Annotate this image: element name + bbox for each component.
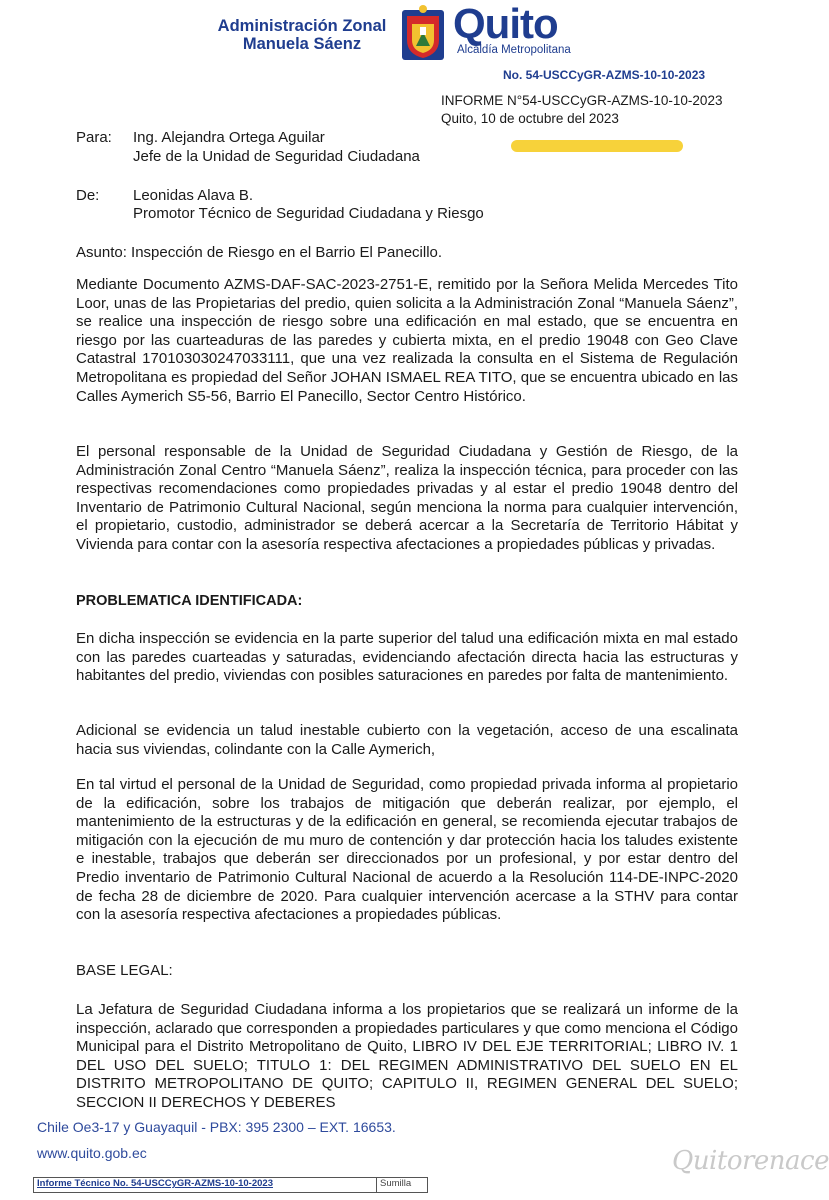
paragraph-2 (76, 443, 738, 555)
de-role: Promotor Técnico de Seguridad Ciudadana y Riesgo (133, 205, 484, 222)
informe-block (441, 92, 722, 128)
admin-title-line2: Manuela Sáenz (242, 35, 362, 53)
de-label: De: (76, 187, 100, 204)
paragraph-1 (76, 276, 738, 406)
de-name: Leonidas Alava B. (133, 187, 254, 204)
quito-coat-of-arms-icon (398, 4, 448, 62)
admin-title-line1: Administración Zonal (217, 17, 387, 35)
paragraph-2-text: El personal responsable de la Unidad de Seguridad Ciudadana y Gestión de Riesgo, de la Administración Zonal Centro “Manuela Sáenz”, realiza la inspección técnica, para proceder con las respectivas recomendaciones como propiedades privadas y al estar el predio 19048 dentro del Inventario de Patrimonio Cultural Nacional, según menciona la norma para cualquier intervención, el propietario, custodio, administrador se deberá acercar a la Secretaría de Territorio Hábitat y Vivienda para contar con la asesoría respectiva afectaciones a propiedades públicas y privadas. (76, 443, 738, 553)
informe-date: Quito, 10 de octubre del 2023 (441, 111, 619, 126)
sumilla-label: Sumilla (380, 1178, 412, 1189)
footer-website-link[interactable]: www.quito.gob.ec (37, 1145, 147, 1161)
paragraph-4-text: Adicional se evidencia un talud inestable cubierto con la vegetación, acceso de una escalinata hacia sus viviendas, colindante con la Calle Aymerich, (76, 722, 738, 758)
footer-address: Chile Oe3-17 y Guayaquil - PBX: 395 2300 – EXT. 16653. (37, 1119, 396, 1135)
paragraph-3-text: En dicha inspección se evidencia en la parte superior del talud una edificación mixta en mal estado con las paredes cuarteadas y saturadas, evidenciando afectación directa hacia las estructuras y habitantes del predio, viviendas con posibles saturaciones en paredes por falta de mantenimiento. (76, 630, 738, 685)
document-number: No. 54-USCCyGR-AZMS-10-10-2023 (503, 68, 706, 82)
paragraph-3 (76, 630, 738, 686)
admin-zonal-title (212, 17, 392, 53)
heading-base-legal: BASE LEGAL: (76, 962, 173, 979)
footer-reference-box (33, 1177, 428, 1193)
informe-number: INFORME N°54-USCCyGR-AZMS-10-10-2023 (441, 93, 723, 108)
para-label: Para: (76, 129, 112, 146)
highlight-mark (511, 140, 683, 152)
paragraph-6 (76, 1001, 738, 1113)
paragraph-1-text: Mediante Documento AZMS-DAF-SAC-2023-2751-E, remitido por la Señora Melida Mercedes Tito Loor, unas de las Propietarias del predio, quien solicita a la Administración Zonal “Manuela Sáenz”, se realice una inspección de riesgo sobre una edificación en mal estado, que se encuentra en riesgo por las cuarteaduras de las paredes y cubierta mixta, en el predio 19048 con Geo Clave Catastral 170103030247033111, que una vez realizada la consulta en el Sistema de Regulación Metropolitana es propiedad del Señor JOHAN ISMAEL REA TITO, que se encuentra ubicado en las Calles Aymerich S5-56, Barrio El Panecillo, Sector Centro Histórico. (76, 276, 738, 405)
alcaldia-subtitle: Alcaldía Metropolitana (457, 44, 571, 56)
para-role: Jefe de la Unidad de Seguridad Ciudadana (133, 148, 420, 165)
paragraph-5 (76, 776, 738, 925)
asunto: Asunto: Inspección de Riesgo en el Barrio El Panecillo. (76, 244, 443, 261)
footer-slogan: Quitorenace (672, 1146, 829, 1176)
para-name: Ing. Alejandra Ortega Aguilar (133, 129, 325, 146)
paragraph-6-text: La Jefatura de Seguridad Ciudadana informa a los propietarios que se realizará un informe de la inspección, aclarado que corresponden a propiedades particulares y que como menciona el Código Municipal para el Distrito Metropolitano de Quito, LIBRO IV DEL EJE TERRITORIAL; LIBRO IV. 1 DEL USO DEL SUELO; TITULO 1: DEL REGIMEN ADMINISTRATIVO DEL SUELO EN EL DISTRITO METROPOLITANO DE QUITO; CAPITULO II, REGIMEN GENERAL DEL SUELO; SECCION II DERECHOS Y DEBERES (76, 1001, 738, 1111)
paragraph-4 (76, 722, 738, 759)
quito-logo-word: Quito (453, 0, 558, 47)
heading-problematica: PROBLEMATICA IDENTIFICADA: (76, 593, 303, 609)
box-divider (376, 1178, 377, 1192)
paragraph-5-text: En tal virtud el personal de la Unidad de Seguridad, como propiedad privada informa al propietario de la edificación, sobre los trabajos de mitigación que deberán realizar, por ejemplo, el mantenimiento de la estructuras y de la edificación en general, se recomienda ejecutar trabajos de mitigación con la ejecución de mu muro de contención y dar protección hacia los taludes existente e inestable, trabajos que deberán ser direccionados por un profesional, y por estar dentro del Predio inventario de Patrimonio Cultural Nacional de acuerdo a la Resolución 114-DE-INPC-2020 de fecha 28 de diciembre de 2020. Para cualquier intervención acercase a la STHV para contar con la asesoría respectiva afectaciones a propiedades públicas. (76, 776, 738, 924)
report-reference: Informe Técnico No. 54-USCCyGR-AZMS-10-10-2023 (37, 1178, 273, 1189)
